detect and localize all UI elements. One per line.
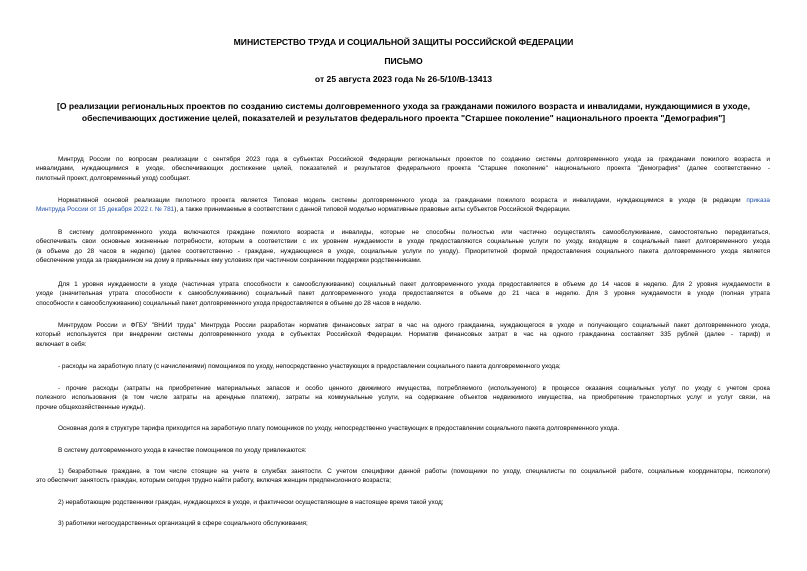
text-line: обеспечение ухода за гражданином на дому в привычных ему условиях при частичном сохранении поддержки родственниками.: [36, 257, 422, 265]
order-link[interactable]: приказа: [746, 197, 770, 204]
paragraph-normative-basis: [36, 196, 770, 215]
text-line: включает в себя:: [36, 340, 87, 348]
text-line: который используется при внедрении системы долговременного ухода в субъектах Российской Федерации. Норматив финансовых затрат в час на одного гражданина составляет 335 рублей (далее - тариф) и: [36, 331, 770, 339]
text-line: способности к самообслуживанию) социальный пакет долговременного ухода предоставляется в объеме до 28 часов в неделю.: [36, 299, 422, 307]
text-fragment: Нормативной основой реализации пилотного проекта является Типовая модель системы долговременного ухода за гражданами пожилого возраста и инвалидами, нуждающимися в уходе (в редакции: [58, 197, 741, 204]
paragraph-ltc-system: [36, 228, 770, 266]
text-line: 2) неработающие родственники граждан, нуждающихся в уходе, и фактически осуществляющие в настоящее время такой уход;: [58, 499, 444, 506]
paragraph-item-3: [36, 519, 770, 528]
paragraph-need-levels: [36, 280, 770, 308]
text-line: (в объеме до 28 часов в неделю) (далее соответственно - граждане, нуждающиеся в уходе, социальные услуги по уходу). Приоритетной формой предоставления социального пакета долговременного ухода является: [36, 247, 770, 255]
paragraph-item-1: [36, 467, 770, 486]
text-line: Минтруд России по вопросам реализации с сентября 2023 года в субъектах Российской Федерации региональных проектов по созданию системы долговременного ухода за гражданами пожилого возраста и: [58, 156, 770, 163]
text-line: это обеспечит занятость граждан, которым сегодня трудно найти работу, включая женщин предпенсионного возраста;: [36, 477, 392, 485]
text-line: 3) работники негосударственных организаций в сфере социального обслуживания;: [58, 520, 308, 527]
text-line: В систему долговременного ухода в качестве помощников по уходу привлекаются:: [58, 447, 307, 454]
text-line: [36, 205, 770, 214]
document-type: ПИСЬМО: [384, 56, 423, 66]
paragraph-tariff-structure: [36, 424, 770, 433]
subject-line: [О реализации региональных проектов по созданию системы долговременного ухода за гражданами пожилого возраста и инвалидами, нуждающимися в уходе,: [56, 101, 751, 111]
text-fragment: ), а также принимаемые в соответствии с данной типовой моделью нормативные правовые акты субъектов Российской Федерации.: [174, 206, 571, 214]
paragraph-salary-expenses: [36, 362, 770, 371]
text-line: Минтрудом России и ФГБУ "ВНИИ труда" Минтруда России разработан норматив финансовых затрат в час на одного гражданина, нуждающегося в уходе и получающего социальный пакет долговременного ухода,: [58, 322, 770, 329]
text-line: [36, 196, 770, 205]
document-date-number: от 25 августа 2023 года № 26-5/10/В-13413: [314, 74, 493, 84]
paragraph-assistants-intro: [36, 446, 770, 455]
text-line: - расходы на заработную плату (с начислениями) помощников по уходу, непосредственно участвующих в предоставлении социального пакета долговременного ухода;: [58, 363, 561, 370]
text-line: В систему долговременного ухода включаются граждане пожилого возраста и инвалиды, которые не способны полностью или частично осуществлять самообслуживание, самостоятельно передвигаться,: [58, 229, 770, 236]
text-line: Для 1 уровня нуждаемости в уходе (частичная утрата способности к самообслуживанию) социальный пакет долговременного ухода предоставляется в объеме до 14 часов в неделю. Для 2 уровня нуждаемости в: [58, 281, 770, 288]
paragraph-tariff: [36, 321, 770, 349]
paragraph-item-2: [36, 498, 770, 507]
text-line: обеспечивать свои основные жизненные потребности, которым в соответствии с их уровнем нуждаемости в уходе предоставляются социальные услуги по уходу, входящие в социальный пакет долговременного ухода: [36, 238, 770, 246]
document-subject: [30, 100, 777, 124]
ministry-title: МИНИСТЕРСТВО ТРУДА И СОЦИАЛЬНОЙ ЗАЩИТЫ РОССИЙСКОЙ ФЕДЕРАЦИИ: [233, 37, 574, 47]
text-line: Основная доля в структуре тарифа приходится на заработную плату помощников по уходу, непосредственно участвующих в предоставлении социального пакета долговременного ухода.: [58, 425, 620, 432]
paragraph-intro: [36, 155, 770, 183]
text-line: пилотный проект, долговременный уход) сообщает.: [36, 174, 191, 182]
subject-line: обеспечивающих достижение целей, показателей и результатов федерального проекта "Старшее поколение" национального проекта "Демография"]: [81, 113, 726, 123]
text-line: 1) безработные граждане, в том числе стоящие на учете в службах занятости. С учетом специфики данной работы (помощники по уходу, специалисты по социальной работе, социальные координаторы, психологи): [58, 468, 770, 475]
text-line: уходе (значительная утрата способности к самообслуживанию) социальный пакет долговременного ухода предоставляется в объеме до 21 часа в неделю. Для 3 уровня нуждаемости в уходе (полная утрата: [36, 290, 770, 298]
paragraph-other-expenses: [36, 384, 770, 412]
order-link[interactable]: Минтруда России от 15 декабря 2022 г. № 781: [36, 206, 175, 214]
text-line: прочие общехозяйственные нужды).: [36, 403, 146, 411]
text-line: полезного использования (в том числе затраты на арендные платежи), затраты на коммунальные услуги, на содержание объектов недвижимого имущества, на приобретение транспортных услуг и услуг связи, на: [36, 394, 770, 402]
text-line: инвалидами, нуждающимися в уходе, обеспечивающих достижение целей, показателей и результатов федерального проекта "Старшее поколение" национального проекта "Демография" (далее соответственно -: [36, 165, 770, 173]
text-line: - прочие расходы (затраты на приобретение материальных запасов и особо ценного движимого имущества, потребляемого (используемого) в процессе оказания социальных услуг по уходу с учетом срока: [58, 385, 770, 392]
